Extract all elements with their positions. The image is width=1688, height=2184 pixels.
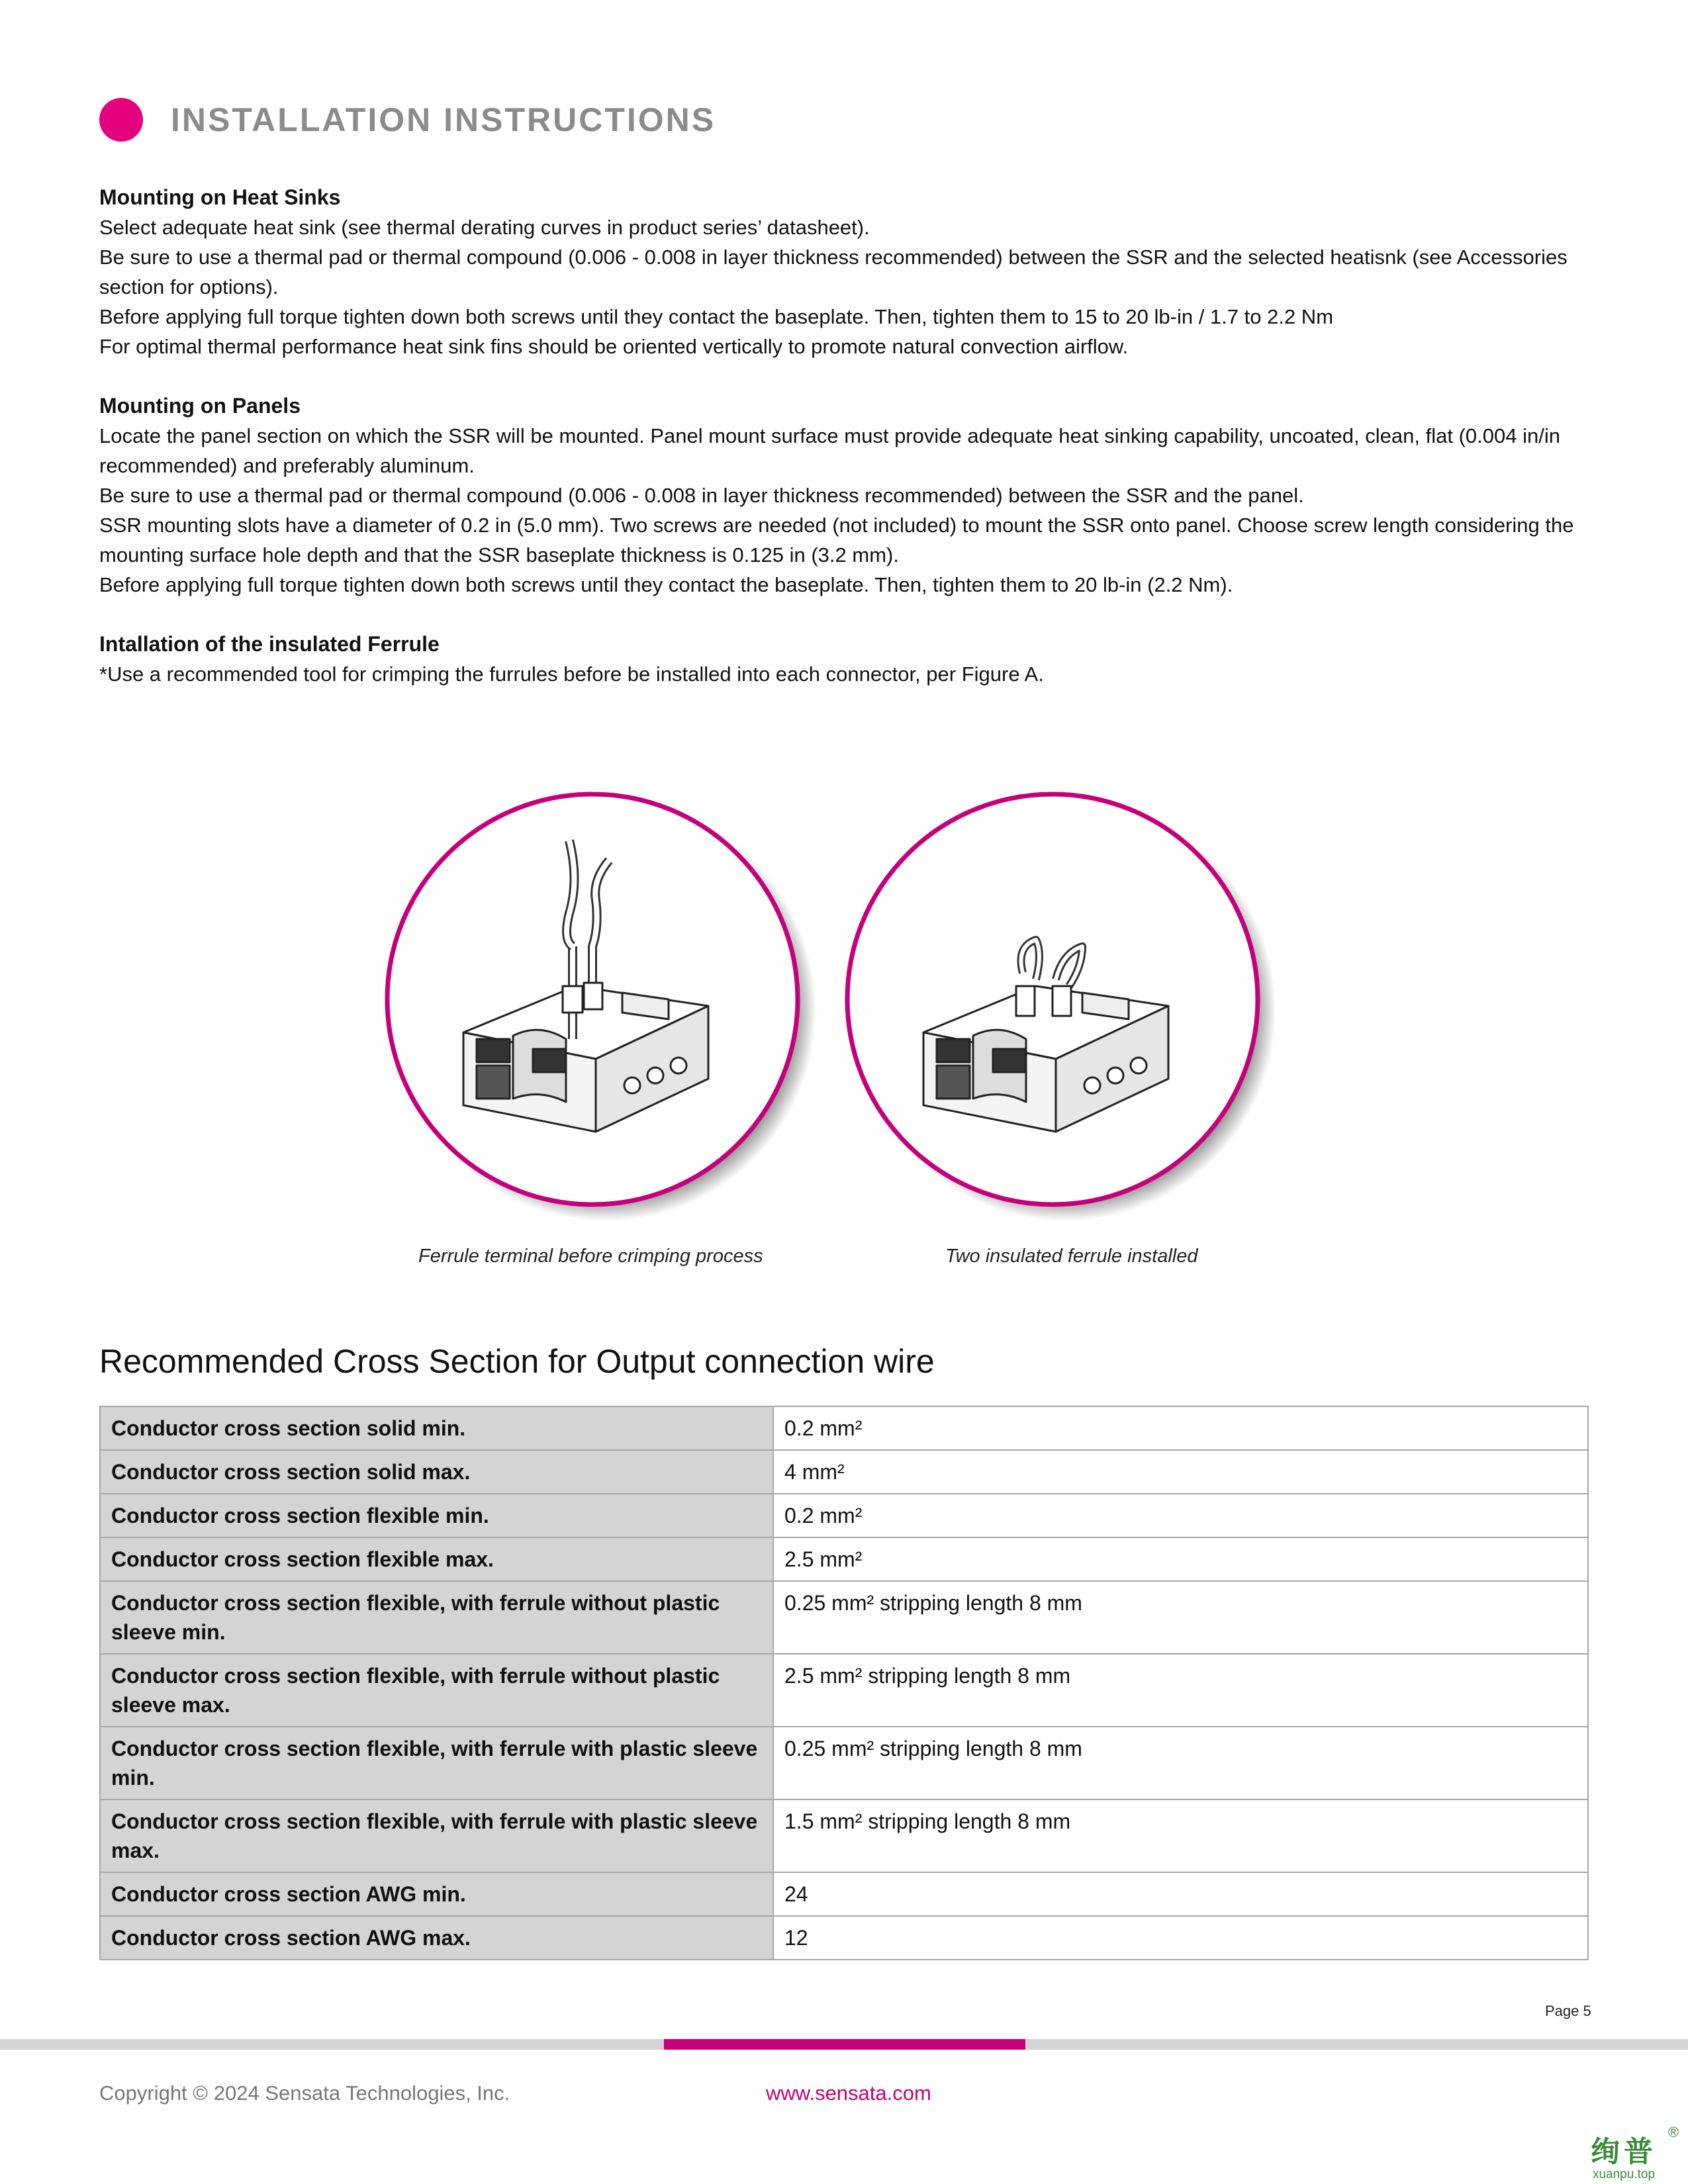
row-label: Conductor cross section AWG min.: [100, 1872, 773, 1916]
page-number: Page 5: [1545, 2003, 1591, 2019]
table-row: [100, 1727, 1588, 1799]
watermark-chinese: 绚普: [1591, 2136, 1657, 2168]
table-row: [100, 1916, 1588, 1960]
row-value: 0.2 mm²: [773, 1406, 1588, 1450]
row-label: Conductor cross section flexible min.: [100, 1494, 773, 1537]
paragraph: Before applying full torque tighten down both screws until they contact the baseplate. Then, tighten them to 20 lb-in (2.2 Nm).: [99, 573, 1233, 596]
table-row: [100, 1450, 1588, 1494]
row-label: Conductor cross section solid max.: [100, 1450, 773, 1494]
table-row: [100, 1406, 1588, 1450]
paragraph: *Use a recommended tool for crimping the furrules before be installed into each connector, per Figure A.: [99, 662, 1044, 686]
table-row: [100, 1872, 1588, 1916]
cross-section-table: [99, 1406, 1589, 1960]
row-label: Conductor cross section AWG max.: [100, 1916, 773, 1960]
paragraph: Be sure to use a thermal pad or thermal compound (0.006 - 0.008 in layer thickness recommended) between the SSR and the selected heatisnk (see Accessories section for options).: [99, 246, 1568, 298]
website-link[interactable]: www.sensata.com: [766, 2081, 931, 2105]
paragraph: Before applying full torque tighten down both screws until they contact the baseplate. Then, tighten them to 15 to 20 lb-in / 1.7 to 2.2 Nm: [99, 305, 1334, 328]
row-value: 0.25 mm² stripping length 8 mm: [773, 1727, 1588, 1799]
table-row: [100, 1581, 1588, 1654]
paragraph: For optimal thermal performance heat sink fins should be oriented vertically to promote natural convection airflow.: [99, 335, 1129, 358]
watermark-latin: xuanpu.top: [1592, 2167, 1656, 2181]
row-label: Conductor cross section flexible, with ferrule with plastic sleeve max.: [100, 1799, 773, 1872]
figure-ferrule-before-crimping: [377, 788, 814, 1224]
row-value: 24: [773, 1872, 1588, 1916]
table-row: [100, 1799, 1588, 1872]
row-value: 2.5 mm²: [773, 1537, 1588, 1581]
page-title: INSTALLATION INSTRUCTIONS: [171, 101, 716, 138]
figure-caption: Two insulated ferrule installed: [945, 1246, 1198, 1267]
figure-caption: Ferrule terminal before crimping process: [418, 1246, 763, 1267]
paragraph: Locate the panel section on which the SSR will be mounted. Panel mount surface must provide adequate heat sinking capability, uncoated, clean, flat (0.004 in/in recommended) and preferably aluminum.: [99, 424, 1560, 477]
section-heading: Intallation of the insulated Ferrule: [99, 632, 440, 656]
row-label: Conductor cross section flexible max.: [100, 1537, 773, 1581]
watermark-logo: [1574, 2124, 1679, 2182]
row-value: 12: [773, 1916, 1588, 1960]
row-value: 0.2 mm²: [773, 1494, 1588, 1537]
row-label: Conductor cross section flexible, with ferrule without plastic sleeve max.: [100, 1654, 773, 1727]
figure-ferrules-installed: [837, 788, 1274, 1224]
row-label: Conductor cross section flexible, with ferrule without plastic sleeve min.: [100, 1581, 773, 1654]
section-heading: Mounting on Heat Sinks: [99, 185, 341, 209]
copyright-text: Copyright © 2024 Sensata Technologies, Inc.: [99, 2081, 510, 2105]
paragraph: SSR mounting slots have a diameter of 0.2 in (5.0 mm). Two screws are needed (not included) to mount the SSR onto panel. Choose screw length considering the mounting surface hole depth and that the SSR baseplate thickness is 0.125 in (3.2 mm).: [99, 514, 1574, 567]
row-value: 2.5 mm² stripping length 8 mm: [773, 1654, 1588, 1727]
registered-mark: ®: [1667, 2124, 1679, 2140]
accent-dot-icon: [99, 98, 143, 142]
row-value: 1.5 mm² stripping length 8 mm: [773, 1799, 1588, 1872]
row-label: Conductor cross section solid min.: [100, 1406, 773, 1450]
footer-accent-bar: [664, 2039, 1025, 2050]
table-row: [100, 1494, 1588, 1537]
table-row: [100, 1537, 1588, 1581]
table-heading: Recommended Cross Section for Output connection wire: [99, 1343, 935, 1380]
paragraph: Be sure to use a thermal pad or thermal compound (0.006 - 0.008 in layer thickness recommended) between the SSR and the panel.: [99, 484, 1304, 507]
section-heat-sinks: [99, 183, 1589, 361]
table-row: [100, 1654, 1588, 1727]
section-ferrule: [99, 629, 1589, 689]
row-value: 4 mm²: [773, 1450, 1588, 1494]
row-value: 0.25 mm² stripping length 8 mm: [773, 1581, 1588, 1654]
section-heading: Mounting on Panels: [99, 394, 301, 418]
row-label: Conductor cross section flexible, with ferrule with plastic sleeve min.: [100, 1727, 773, 1799]
paragraph: Select adequate heat sink (see thermal derating curves in product series’ datasheet).: [99, 216, 870, 239]
section-panels: [99, 391, 1589, 600]
